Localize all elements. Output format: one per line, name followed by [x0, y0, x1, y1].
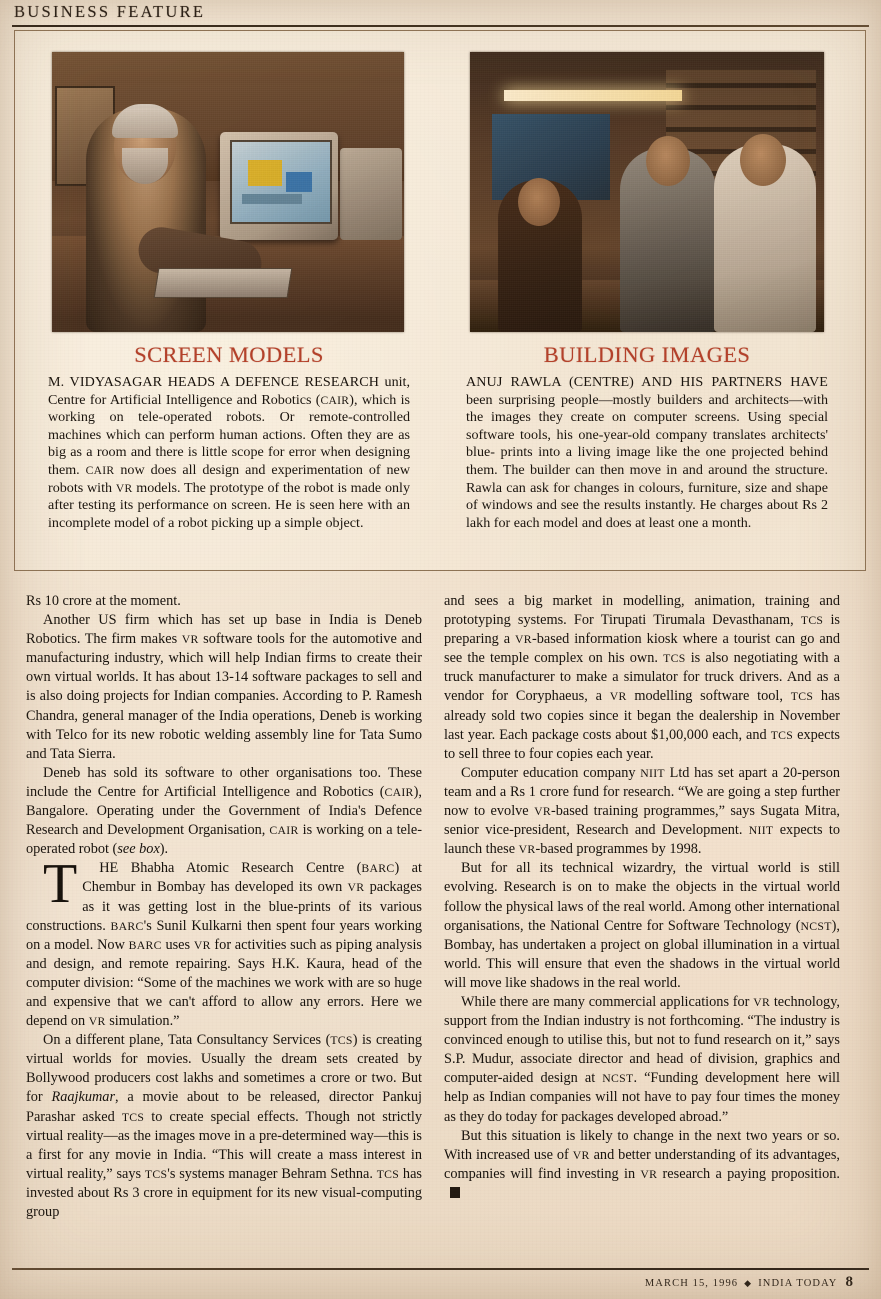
abbr-barc: BARC	[128, 938, 162, 952]
caption-text-right	[466, 374, 828, 532]
text-run: ), Bangalore. Operating under the Government of India's Defence Research and Development Organisation,	[26, 783, 422, 839]
cross-reference: see box	[117, 841, 160, 858]
photo-scan-noise	[52, 52, 404, 332]
text-run: -based programmes by 1998.	[535, 841, 702, 858]
abbr-tcs: TCS	[121, 1110, 145, 1124]
caption-part: ), which is working on tele-operated robots. Or remote-controlled machines which can perform human actions. Often they are as big as a room and there is little scope for error when designing them.	[48, 391, 411, 478]
abbr-tcs: TCS	[790, 690, 814, 704]
text-run: Computer education company	[461, 764, 641, 781]
abbr-tcs: TCS	[800, 614, 824, 628]
abbr-vr: VR	[753, 995, 771, 1009]
abbr-vr: VR	[181, 633, 199, 647]
abbr-vr: VR	[640, 1167, 658, 1181]
drop-cap: T	[43, 853, 78, 916]
abbr-tcs: TCS	[770, 728, 794, 742]
text-run: is working on a tele-operated robot (	[26, 822, 422, 858]
photo-building-images	[470, 52, 824, 332]
text-run: Deneb has sold its software to other organisations too. These include the Centre for Artificial Intelligence and Robotics (	[26, 764, 422, 800]
article-column-right	[444, 592, 840, 1203]
text-run: research a paying proposition.	[657, 1165, 840, 1182]
text-run: expects to sell three to four copies each year.	[444, 726, 840, 762]
abbr-vr: VR	[518, 843, 536, 857]
text-run: . “Funding development here will help as Indian companies will not have to pay four times the money as they do today for packages developed abroad.”	[444, 1070, 840, 1125]
abbr-ncst: NCST	[800, 919, 832, 933]
text-run: ), Bombay, has undertaken a project on global illumination in a virtual world. This will ensure that even the shadows in the virtual world will move like shadows in the real world.	[444, 917, 840, 991]
abbr-ncst: NCST	[602, 1072, 634, 1086]
paragraph: Rs 10 crore at the moment.	[26, 593, 181, 609]
paragraph	[26, 764, 422, 859]
abbr-vr: VR	[572, 1148, 590, 1162]
caption-text-left	[48, 374, 410, 532]
caption-headline-building-images: BUILDING IMAGES	[543, 342, 751, 367]
text-run: , a movie about to be released, director Pankuj Parashar asked	[26, 1089, 422, 1125]
text-run: and better understanding of its advantages, companies will find investing in	[444, 1146, 840, 1182]
abbr-cair: CAIR	[85, 463, 115, 477]
abbr-barc: BARC	[110, 919, 144, 933]
text-run: On a different plane, Tata Consultancy Services (	[43, 1032, 331, 1049]
abbr-vr: VR	[515, 633, 532, 647]
paragraph	[444, 859, 840, 993]
text-run: While there are many commercial applications for	[461, 993, 754, 1010]
page-footer	[645, 1274, 853, 1291]
article-column-left	[26, 592, 422, 1222]
text-run: -based information kiosk where a tourist can go and see the temple complex on his own.	[444, 631, 840, 667]
paragraph	[444, 764, 840, 859]
masthead-divider	[12, 25, 869, 27]
text-run: ) is creating virtual worlds for movies. Usually the dream sets created by Bollywood producers cost lakhs and sometimes a crore or two. But for	[26, 1032, 422, 1106]
text-run: Another US firm which has set up base in India is Deneb Robotics. The firm makes	[26, 612, 422, 648]
abbr-vr: VR	[534, 805, 551, 819]
paragraph-with-dropcap	[26, 853, 422, 1031]
abbr-tcs: TCS	[376, 1167, 400, 1181]
end-of-article-mark	[450, 1187, 460, 1198]
abbr-vr: VR	[115, 481, 133, 495]
text-run: is also negotiating with a truck manufacturer to make a simulator for truck drivers. And as a vendor for Coryphaeus, a	[444, 650, 840, 705]
caption-part: unit, Centre for Artificial Intelligence and Robotics (	[48, 374, 410, 408]
caption-part: now does all design and experimentation of new robots with	[48, 461, 410, 496]
paragraph	[444, 1127, 840, 1203]
text-run: technology, support from the Indian industry is not forthcoming. “The industry is convinced enough to utilise this, but not to fund research on it,” says S.P. Mudur, associate director and head of division, graphics and computer-aided design at	[444, 993, 840, 1087]
movie-title: Raajkumar	[51, 1089, 116, 1106]
caption-block-right	[466, 342, 828, 532]
text-run: HE Bhabha Atomic Research Centre (	[99, 860, 362, 877]
abbr-cair: CAIR	[269, 824, 299, 838]
text-run: modelling software tool,	[626, 688, 791, 705]
text-run: software tools for the automotive and manufacturing industry, which will help Indian firms to create their own virtual worlds. It has about 13-14 software packages to sell and is also doing projects for Indian companies. According to P. Ramesh Chandra, general manager of the India operations, Deneb is working with Telco for its new robotic welding assembly line for Tata Sumo and Tata Sierra.	[26, 631, 422, 762]
text-run: has already sold two copies since it began the dealership in November last year. Each package costs about $1,00,000 each, and	[444, 688, 840, 743]
text-run: has invested about Rs 3 crore in equipment for its new visual-computing group	[26, 1165, 422, 1220]
text-run: -based training programmes,” says Sugata Mitra, senior vice-president, Research and Development.	[444, 803, 840, 839]
paragraph	[444, 592, 840, 764]
caption-headline-screen-models: SCREEN MODELS	[134, 342, 324, 367]
abbr-niit: NIIT	[640, 766, 665, 780]
text-run: Ltd has set apart a 20-person team and a Rs 1 crore fund for research. “We are going a step further now to evolve	[444, 764, 840, 820]
text-run: 's systems manager Behram Sethna.	[167, 1165, 377, 1182]
caption-block-left	[48, 342, 410, 532]
abbr-tcs: TCS	[330, 1034, 353, 1048]
abbr-vr: VR	[193, 938, 211, 952]
abbr-tcs: TCS	[144, 1167, 168, 1181]
text-run: packages as it was getting lost in the blue-prints of its various constructions.	[26, 879, 422, 934]
text-run: simulation.”	[105, 1013, 180, 1030]
text-run: uses	[161, 936, 194, 953]
text-run: for activities such as piping analysis and design, and remote repairing. Says H.K. Kaura, head of the computer division: “Some of the machines we work with are so huge and expensive that we can't afford to allow any errors. Here we depend on	[26, 936, 422, 1030]
caption-lead: M. VIDYASAGAR HEADS A DEFENCE RESEARCH	[48, 374, 380, 390]
text-run: to create special effects. Though not strictly virtual reality—as the images move in a pre-determined way—this is a first for any movie in India. “This will create a mass interest in virtual reality,” says	[26, 1108, 422, 1182]
publication-name: INDIA TODAY	[758, 1278, 838, 1289]
text-run: But this situation is likely to change in the next two years or so. With increased use of	[444, 1127, 840, 1163]
text-run: and sees a big market in modelling, animation, training and prototyping systems. For Tirupati Tirumala Devasthanam,	[444, 593, 840, 629]
text-run: But for all its technical wizardry, the virtual world is still evolving. Research is on to make the objects in the virtual world follow the physical laws of the real world. Among other international organisations, the National Centre for Software Technology (	[444, 860, 840, 934]
paragraph	[26, 611, 422, 764]
text-run: is preparing a	[444, 612, 840, 648]
caption-part: models. The prototype of the robot is made only after testing its performance on screen. He is seen here with an incomplete model of a robot picking up a simple object.	[48, 479, 410, 531]
photo-screen-models	[52, 52, 404, 332]
diamond-icon: ◆	[744, 1278, 753, 1288]
page-number: 8	[845, 1274, 853, 1290]
abbr-vr: VR	[609, 690, 627, 704]
footer-divider	[12, 1268, 869, 1270]
text-run: 's Sunil Kulkarni then spent four years working on a model. Now	[26, 917, 422, 953]
section-kicker: BUSINESS FEATURE	[14, 2, 206, 21]
issue-date: MARCH 15, 1996	[644, 1278, 739, 1289]
text-run: expects to launch these	[444, 822, 841, 858]
paragraph	[444, 993, 840, 1127]
abbr-cair: CAIR	[384, 785, 414, 799]
abbr-cair: CAIR	[320, 393, 350, 407]
caption-part: been surprising people—mostly builders and architects—with the images they create on computer screens. Using special software tools, his one-year-old company translates architects' blue- prints into a living image like the one projected behind them. The builder can then move in and around the structure. Rawla can ask for changes in colours, furniture, size and shape of windows and see the results instantly. He charges about Rs 2 lakh for each model and does at least one a month.	[466, 391, 828, 531]
text-run: ).	[159, 841, 169, 858]
caption-lead: ANUJ RAWLA (CENTRE) AND HIS PARTNERS HAVE	[466, 374, 828, 390]
abbr-vr: VR	[347, 881, 365, 895]
paragraph	[26, 1031, 422, 1222]
abbr-vr: VR	[88, 1015, 106, 1029]
abbr-tcs: TCS	[663, 652, 686, 666]
photo-scan-noise	[470, 52, 824, 332]
text-run: ) at Chembur in Bombay has developed its own	[82, 860, 422, 896]
abbr-niit: NIIT	[748, 824, 774, 838]
abbr-barc: BARC	[361, 862, 395, 876]
